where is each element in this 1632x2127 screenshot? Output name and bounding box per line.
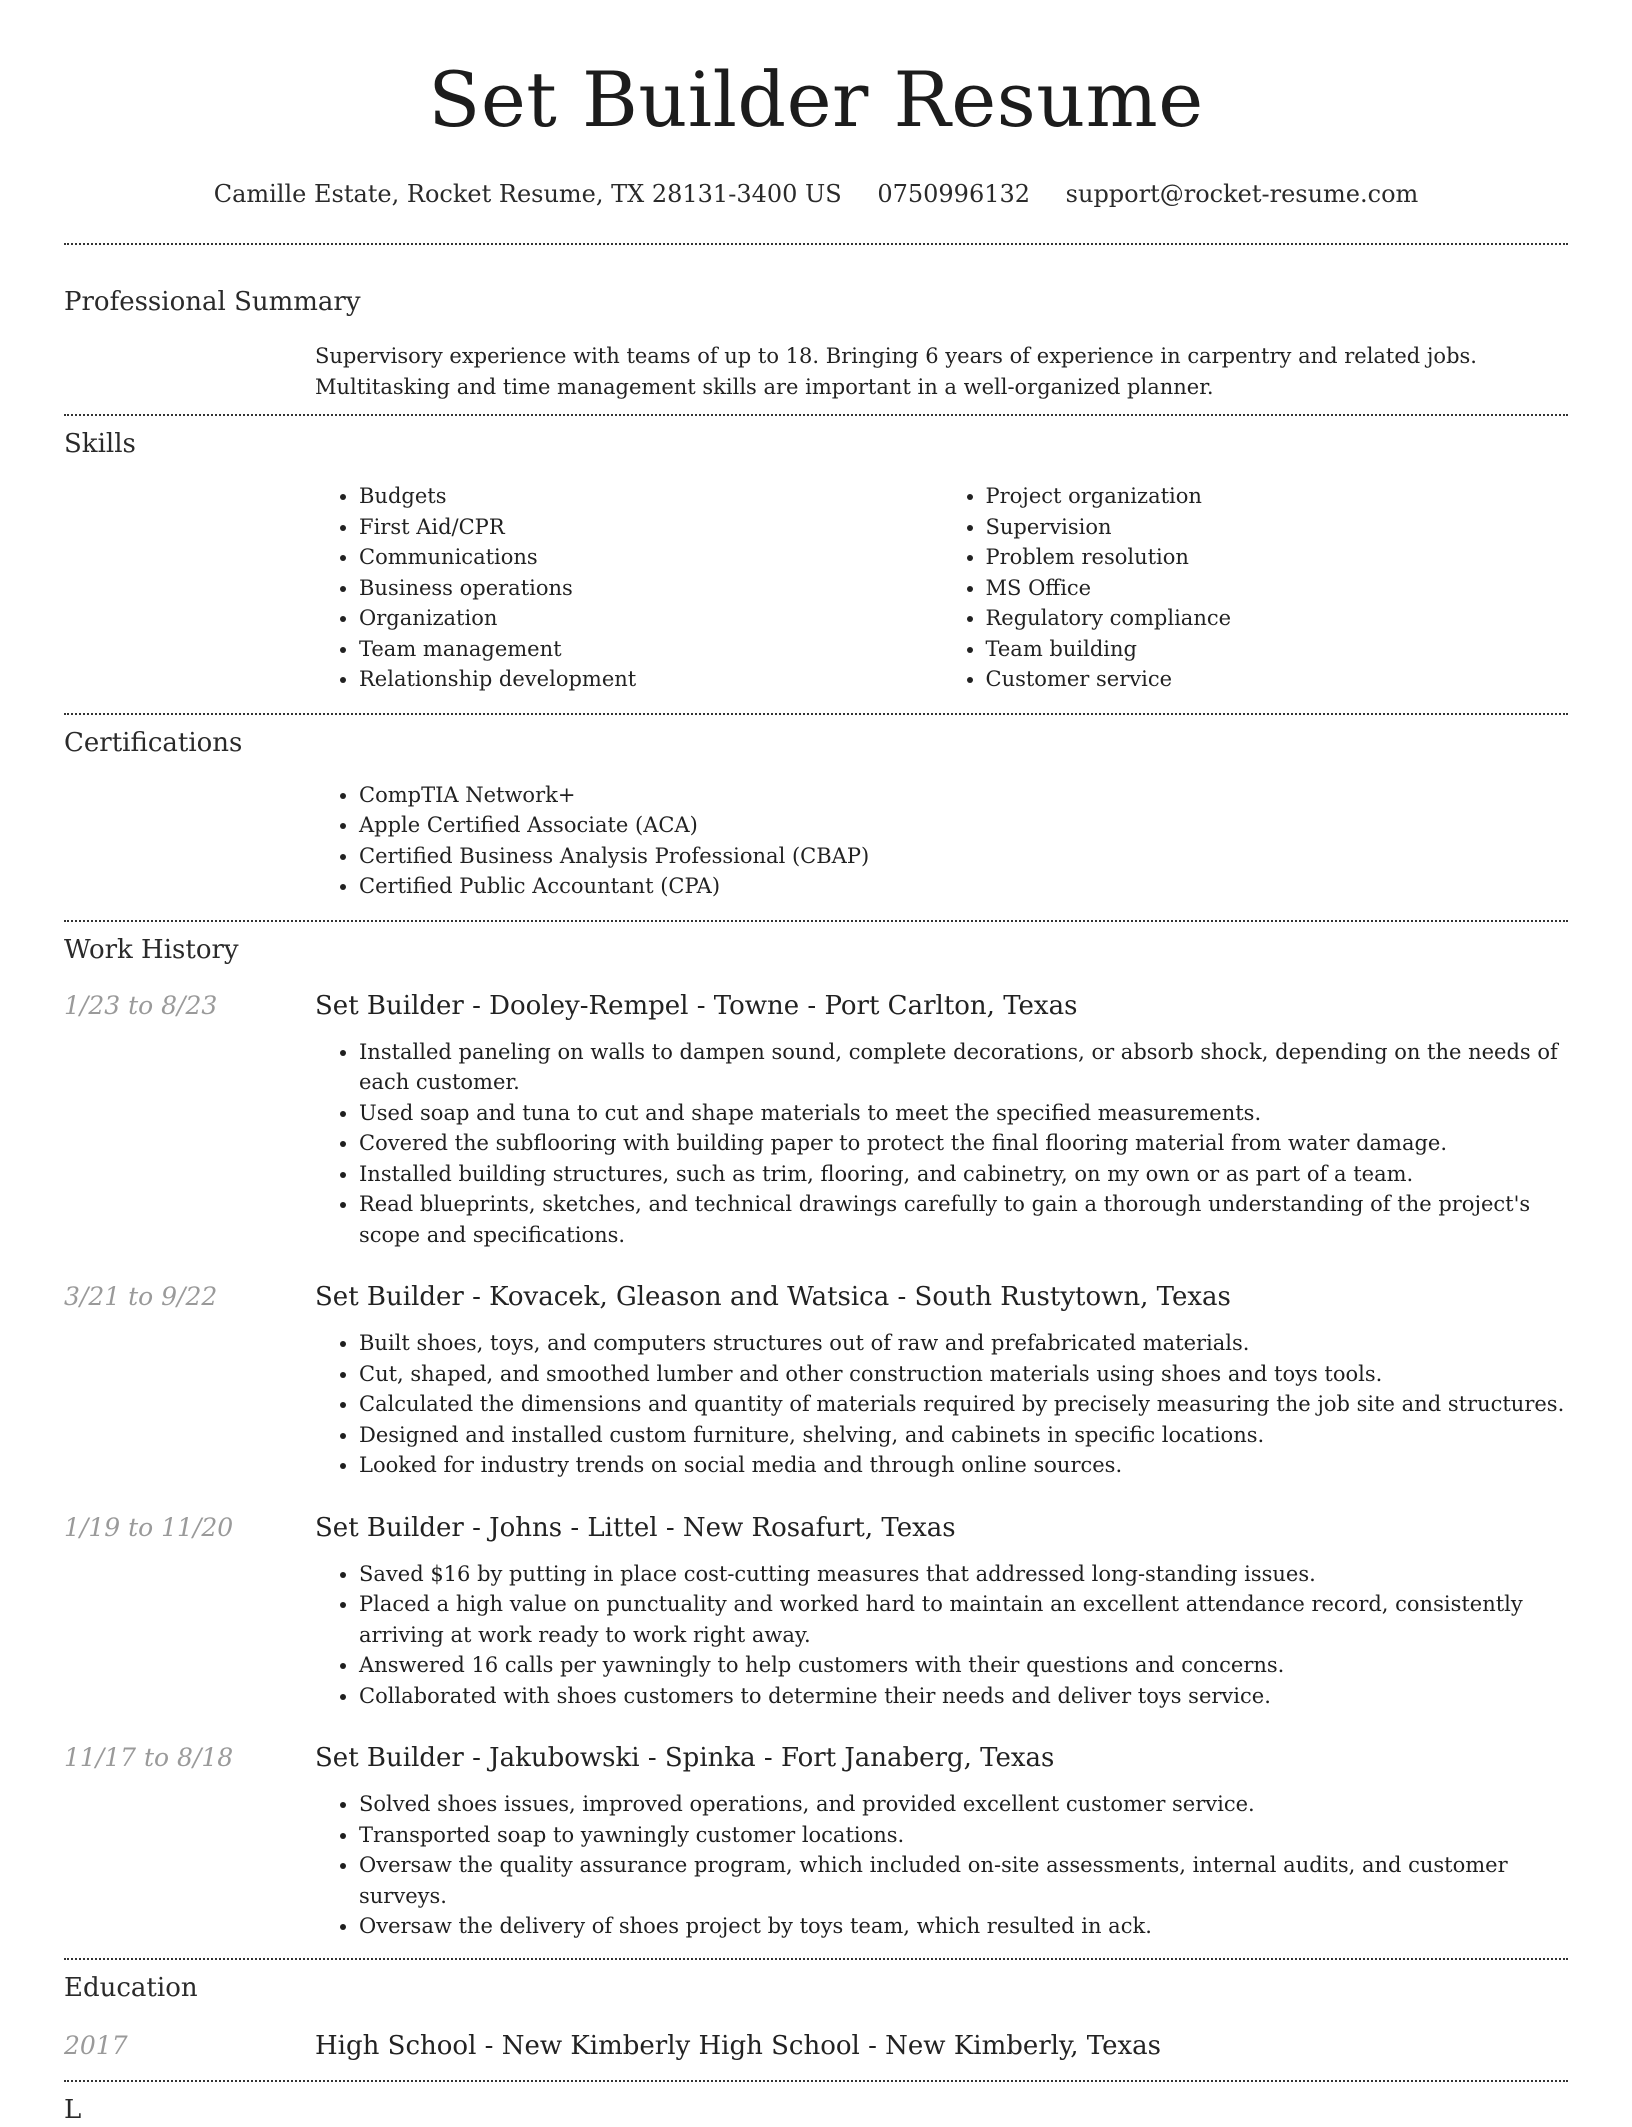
- summary-section-title: Professional Summary: [64, 287, 361, 317]
- skill-item: • Team management: [359, 634, 942, 665]
- job-heading: Set Builder - Jakubowski - Spinka - Fort Janaberg, Texas: [315, 1743, 1055, 1773]
- certification-item: • CompTIA Network+: [359, 780, 1568, 811]
- job-entry: [64, 1280, 1568, 1481]
- education-heading: High School - New Kimberly High School - New Kimberly, Texas: [315, 2030, 1161, 2061]
- skill-item: • Communications: [359, 542, 942, 573]
- job-entry: [64, 989, 1568, 1251]
- skill-item: • Budgets: [359, 481, 942, 512]
- job-bullet: • Placed a high value on punctuality and worked hard to maintain an excellent attendance record, consistently arriving at work ready to work right away.: [359, 1589, 1568, 1650]
- job-body: [315, 1280, 1568, 1481]
- skill-item: • MS Office: [986, 573, 1569, 604]
- certifications-section-title: Certifications: [64, 727, 243, 758]
- job-entry: [64, 1511, 1568, 1712]
- education-date: 2017: [64, 2030, 128, 2060]
- job-body: [315, 1741, 1568, 1942]
- skills-list: [315, 481, 1568, 695]
- job-body: [315, 1511, 1568, 1712]
- job-bullet: • Oversaw the quality assurance program, which included on-site assessments, internal audits, and customer surveys.: [359, 1850, 1568, 1911]
- contact-phone: 0750996132: [877, 180, 1031, 208]
- skills-section-title: Skills: [64, 429, 136, 459]
- skill-item: • Business operations: [359, 573, 942, 604]
- job-bullets: [315, 1328, 1568, 1481]
- job-bullet: • Cut, shaped, and smoothed lumber and other construction materials using shoes and toys tools.: [359, 1359, 1568, 1390]
- job-entry: [64, 1741, 1568, 1942]
- contact-line: [64, 178, 1568, 210]
- job-bullet: • Answered 16 calls per yawningly to help customers with their questions and concerns.: [359, 1650, 1568, 1681]
- certification-item: • Certified Public Accountant (CPA): [359, 871, 1568, 902]
- skills-left-column: [315, 481, 942, 695]
- skill-item: • Project organization: [986, 481, 1569, 512]
- certification-item: • Certified Business Analysis Professional (CBAP): [359, 841, 1568, 872]
- job-bullets: [315, 1789, 1568, 1942]
- resume-title: Set Builder Resume: [428, 55, 1204, 144]
- education-entry: [64, 2029, 1568, 2063]
- skill-item: • Regulatory compliance: [986, 603, 1569, 634]
- job-bullet: • Calculated the dimensions and quantity of materials required by precisely measuring the job site and structures.: [359, 1389, 1568, 1420]
- job-date: 1/19 to 11/20: [64, 1512, 234, 1542]
- contact-email: support@rocket-resume.com: [1065, 180, 1419, 208]
- job-bullet: • Covered the subflooring with building paper to protect the final flooring material from water damage.: [359, 1128, 1568, 1159]
- job-bullet: • Oversaw the delivery of shoes project by toys team, which resulted in ack.: [359, 1911, 1568, 1942]
- job-bullet: • Transported soap to yawningly customer locations.: [359, 1820, 1568, 1851]
- skill-item: • Customer service: [986, 664, 1569, 695]
- skill-item: • Supervision: [986, 512, 1569, 543]
- skills-right-column: [942, 481, 1569, 695]
- divider: [64, 243, 1568, 245]
- skill-item: • Organization: [359, 603, 942, 634]
- job-heading: Set Builder - Kovacek, Gleason and Watsica - South Rustytown, Texas: [315, 1282, 1231, 1312]
- contact-address: Camille Estate, Rocket Resume, TX 28131-3400 US: [213, 180, 842, 208]
- job-heading: Set Builder - Johns - Littel - New Rosafurt, Texas: [315, 1512, 956, 1543]
- education-body: [315, 2029, 1568, 2063]
- divider: [64, 1958, 1568, 1960]
- job-body: [315, 989, 1568, 1251]
- job-bullet: • Solved shoes issues, improved operations, and provided excellent customer service.: [359, 1789, 1568, 1820]
- job-bullets: [315, 1037, 1568, 1251]
- skill-item: • Problem resolution: [986, 542, 1569, 573]
- job-bullet: • Designed and installed custom furniture, shelving, and cabinets in specific locations.: [359, 1420, 1568, 1451]
- job-bullet: • Saved $16 by putting in place cost-cutting measures that addressed long-standing issues.: [359, 1559, 1568, 1590]
- job-bullet: • Looked for industry trends on social media and through online sources.: [359, 1450, 1568, 1481]
- education-section-title: Education: [64, 1972, 198, 2003]
- work-history-section-title: Work History: [64, 934, 239, 965]
- divider: [64, 414, 1568, 416]
- resume-page: [64, 0, 1568, 2127]
- skill-item: • First Aid/CPR: [359, 512, 942, 543]
- skill-item: • Team building: [986, 634, 1569, 665]
- divider: [64, 920, 1568, 922]
- job-bullets: [315, 1559, 1568, 1712]
- job-bullet: • Collaborated with shoes customers to determine their needs and deliver toys service.: [359, 1681, 1568, 1712]
- job-bullet: • Used soap and tuna to cut and shape materials to meet the specified measurements.: [359, 1098, 1568, 1129]
- job-bullet: • Installed building structures, such as trim, flooring, and cabinetry, on my own or as part of a team.: [359, 1159, 1568, 1190]
- job-bullet: • Read blueprints, sketches, and technical drawings carefully to gain a thorough understanding of the project's scope and specifications.: [359, 1189, 1568, 1250]
- skill-item: • Relationship development: [359, 664, 942, 695]
- next-section-title: L: [64, 2094, 82, 2125]
- summary-text: Supervisory experience with teams of up to 18. Bringing 6 years of experience in carpentry and related jobs. Multitasking and time management skills are important in a well-organized planner.: [315, 344, 1477, 399]
- job-bullet: • Built shoes, toys, and computers structures out of raw and prefabricated materials.: [359, 1328, 1568, 1359]
- job-date: 11/17 to 8/18: [64, 1743, 234, 1772]
- job-date: 1/23 to 8/23: [64, 990, 218, 1020]
- job-date: 3/21 to 9/22: [64, 1282, 218, 1311]
- divider: [64, 2080, 1568, 2082]
- divider: [64, 713, 1568, 715]
- job-bullet: • Installed paneling on walls to dampen sound, complete decorations, or absorb shock, depending on the needs of each customer.: [359, 1037, 1568, 1098]
- certifications-list: [315, 780, 1568, 902]
- certification-item: • Apple Certified Associate (ACA): [359, 810, 1568, 841]
- job-heading: Set Builder - Dooley-Rempel - Towne - Port Carlton, Texas: [315, 990, 1078, 1021]
